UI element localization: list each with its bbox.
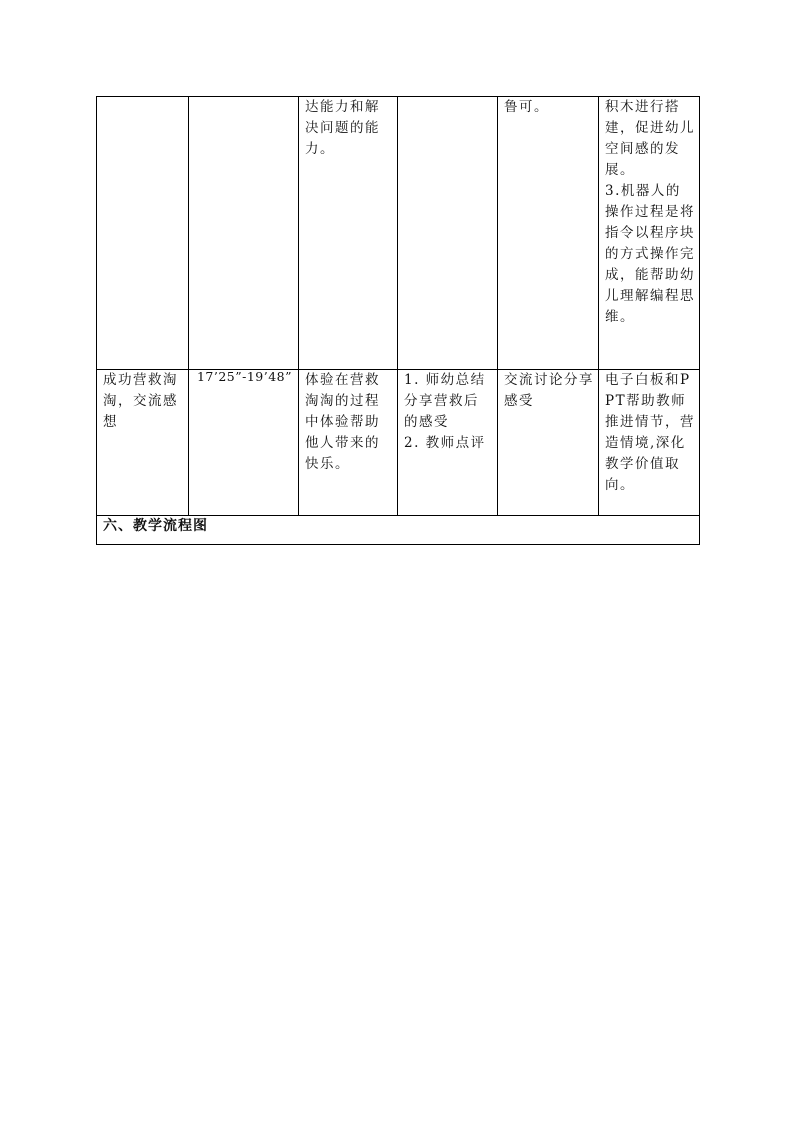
- cell-activity: [398, 370, 498, 516]
- design-text: 积木进行搭建，促进幼儿空间感的发展。 3.机器人的操作过程是将指令以程序块的方式操作完成，能帮助幼儿理解编程思维。: [605, 99, 695, 325]
- student-text: 交流讨论分享感受: [504, 372, 594, 409]
- lesson-plan-table: [96, 96, 700, 545]
- cell-goal-continued: [299, 97, 398, 370]
- cell-student: [498, 370, 599, 516]
- design-text: 电子白板和PPT帮助教师推进情节，营造情境,深化教学价值取向。: [605, 372, 695, 493]
- cell-design: [599, 370, 700, 516]
- cell-design-continued: [599, 97, 700, 370]
- activity-text: 1. 师幼总结分享营救后的感受 2. 教师点评: [404, 372, 486, 451]
- cell-section-heading: [97, 516, 700, 545]
- stage-text: 成功营救淘淘，交流感想: [103, 372, 178, 430]
- cell-activity-continued: [398, 97, 498, 370]
- goal-text: 达能力和解决问题的能力。: [305, 99, 380, 157]
- table-row-continued: [97, 97, 700, 370]
- cell-stage-continued: [97, 97, 189, 370]
- cell-time-continued: [189, 97, 299, 370]
- table-row-section: [97, 516, 700, 545]
- cell-student-continued: [498, 97, 599, 370]
- student-text: 鲁可。: [504, 99, 549, 115]
- cell-stage: [97, 370, 189, 516]
- cell-goal: [299, 370, 398, 516]
- time-text: 17’25”-19’48”: [196, 369, 293, 384]
- goal-text: 体验在营救淘淘的过程中体验帮助他人带来的快乐。: [305, 372, 380, 472]
- table-row-rescue: [97, 370, 700, 516]
- section-heading: 六、教学流程图: [103, 518, 208, 534]
- cell-time: [189, 370, 299, 516]
